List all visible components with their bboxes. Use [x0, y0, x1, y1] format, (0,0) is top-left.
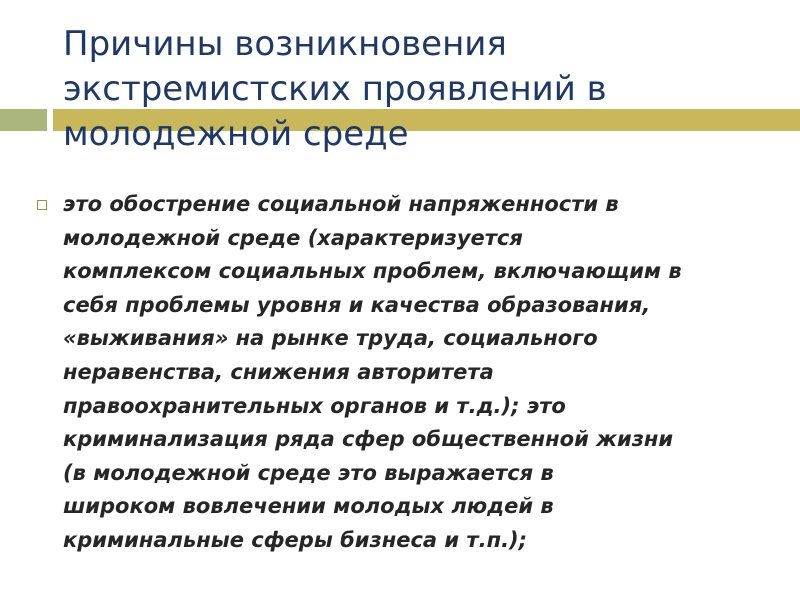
bullet-text-line: это обострение социальной напряженности в: [63, 192, 619, 216]
bullet-text-line: широком вовлечении молодых людей в: [63, 494, 554, 519]
slide-title-line: молодежной среде: [63, 114, 409, 154]
slide-title-line: экстремистских проявлений в: [63, 69, 607, 109]
slide-title-line: Причины возникновения: [63, 24, 507, 64]
bullet-text-line: комплексом социальных проблем, включающим в: [63, 259, 682, 284]
bullet-text-line: «выживания» на рынке труда, социального: [63, 326, 598, 351]
slide-title: [63, 22, 763, 157]
bullet-text: [63, 188, 750, 558]
bullet-text-line: правоохранительных органов и т.д.); это: [63, 393, 566, 418]
title-accent-bar-left: [0, 109, 47, 131]
bullet-text-line: (в молодежной среде это выражается в: [63, 460, 554, 485]
bullet-text-line: молодежной среде (характеризуется: [63, 225, 523, 250]
bullet-text-line: криминализация ряда сфер общественной жизни: [63, 427, 674, 452]
bullet-list: [30, 188, 750, 558]
bullet-text-line: себя проблемы уровня и качества образования,: [63, 292, 651, 317]
bullet-text-line: криминальные сферы бизнеса и т.п.);: [63, 527, 528, 552]
bullet-text-line: неравенства, снижения авторитета: [63, 359, 494, 384]
bullet-item: [30, 188, 750, 558]
hollow-square-bullet-icon: [37, 200, 47, 210]
